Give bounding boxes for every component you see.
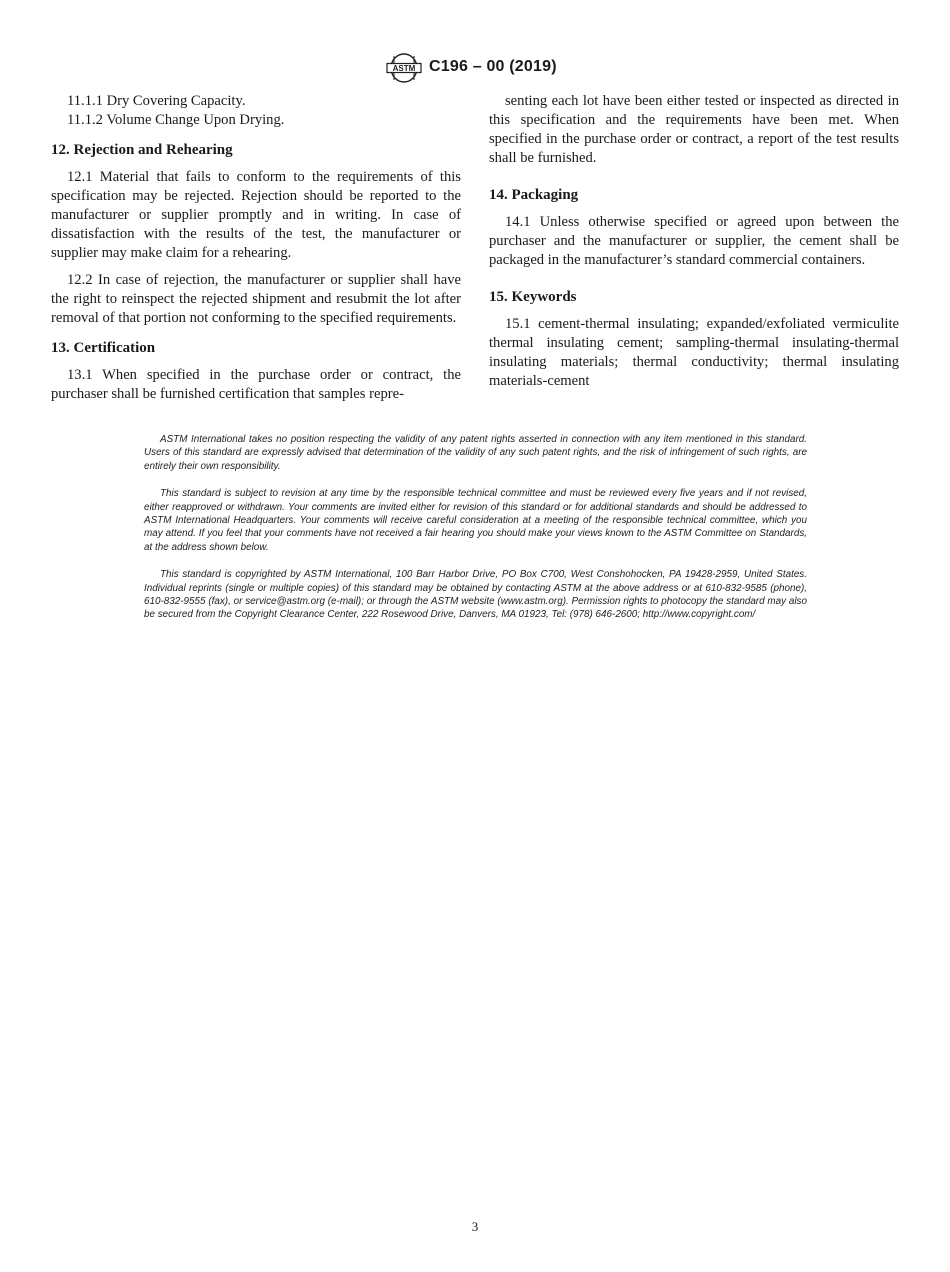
left-column [51, 92, 461, 404]
item-11-1-1: 11.1.1 Dry Covering Capacity. [67, 93, 246, 109]
section-15-heading: 15. Keywords [489, 289, 577, 305]
section-12-heading: 12. Rejection and Rehearing [51, 142, 233, 158]
page-number: 3 [471, 1219, 479, 1234]
item-11-1-2: 11.1.2 Volume Change Upon Drying. [67, 112, 285, 128]
paragraph-13-1-start: 13.1 When specified in the purchase order or contract, the purchaser shall be furnished certification that samples repre- [51, 367, 461, 402]
paragraph-15-1: 15.1 cement-thermal insulating; expanded/exfoliated vermiculite thermal insulating cement; sampling-thermal insulating-thermal insulating materials; thermal conductivity; thermal insulating materials-cement [489, 316, 899, 389]
standard-designation: C196 – 00 (2019) [429, 58, 557, 75]
astm-logo-icon [384, 52, 424, 84]
paragraph-12-2: 12.2 In case of rejection, the manufacturer or supplier shall have the right to reinspect the rejected shipment and resubmit the lot after removal of that portion not conforming to the specified requirements. [51, 272, 461, 326]
patent-notice: ASTM International takes no position respecting the validity of any patent rights asserted in connection with any item mentioned in this standard. Users of this standard are expressly advised that determination of the validity of any such patent rights, and the risk of infringement of such rights, are entirely their own responsibility. [144, 434, 807, 472]
legal-notices [144, 433, 807, 636]
page-header [0, 50, 950, 86]
copyright-notice: This standard is copyrighted by ASTM International, 100 Barr Harbor Drive, PO Box C700, West Conshohocken, PA 19428-2959, United States. Individual reprints (single or multiple copies) of this standard may be obtained by contacting ASTM at the above address or at 610-832-9585 (phone), 610-832-9555 (fax), or service@astm.org (e-mail); or through the ASTM website (www.astm.org). Permission rights to photocopy the standard may also be secured from the Copyright Clearance Center, 222 Rosewood Drive, Danvers, MA 01923, Tel: (978) 646-2600; http://www.copyright.com/ [144, 569, 807, 621]
paragraph-14-1: 14.1 Unless otherwise specified or agreed upon between the purchaser and the manufacturer or supplier, the cement shall be packaged in the manufacturer’s standard commercial containers. [489, 214, 899, 268]
right-column [489, 92, 899, 391]
paragraph-12-1: 12.1 Material that fails to conform to the requirements of this specification may be rejected. Rejection should be reported to the manufacturer or supplier promptly and in writing. In case of dissatisfaction with the results of the test, the manufacturer or supplier may make claim for a rehearing. [51, 169, 461, 261]
revision-notice: This standard is subject to revision at any time by the responsible technical committee and must be reviewed every five years and if not revised, either reapproved or withdrawn. Your comments are invited either for revision of this standard or for additional standards and should be addressed to ASTM International Headquarters. Your comments will receive careful consideration at a meeting of the responsible technical committee, which you may attend. If you feel that your comments have not received a fair hearing you should make your views known to the ASTM Committee on Standards, at the address shown below. [144, 488, 807, 553]
paragraph-13-1-continued: senting each lot have been either tested or inspected as directed in this specification and the requirements have been met. When specified in the purchase order or contract, a report of the test results shall be furnished. [489, 93, 899, 166]
section-14-heading: 14. Packaging [489, 187, 579, 203]
section-13-heading: 13. Certification [51, 340, 156, 356]
svg-text:ASTM: ASTM [392, 64, 416, 73]
